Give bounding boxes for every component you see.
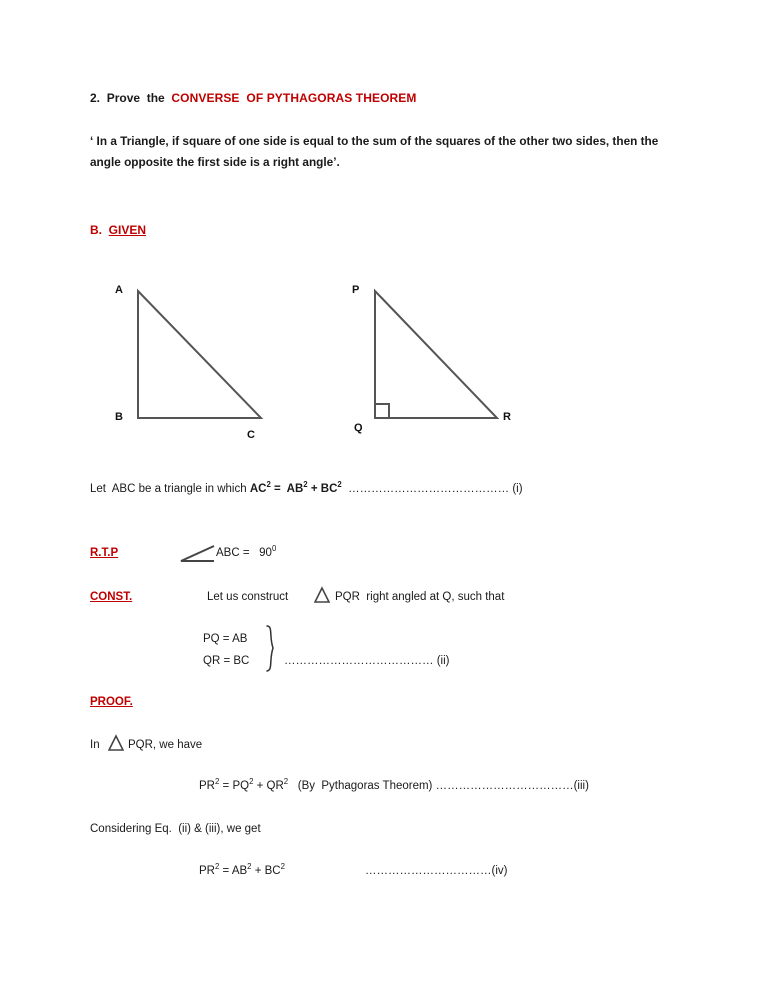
line-iii-ref: (iii) xyxy=(573,780,589,792)
line-iv-op1-sup: 2 xyxy=(247,862,252,872)
line-i-eq-b-sup: 2 xyxy=(303,480,308,490)
triangle-symbol-icon-2 xyxy=(108,734,124,752)
equation-line-i xyxy=(90,481,523,498)
line-i-ref: (i) xyxy=(512,483,523,495)
line-iv-leader-dots: …………………………… xyxy=(365,865,492,877)
const-ref: (ii) xyxy=(436,655,450,667)
rtp-text-body: ABC = 90 xyxy=(216,547,272,559)
vertex-label-r: R xyxy=(503,411,511,423)
equation-line-iii xyxy=(199,778,589,795)
proof-intro-before: In xyxy=(90,739,100,751)
rtp-statement xyxy=(216,545,276,562)
page-title: CONVERSE OF PYTHAGORAS THEOREM xyxy=(171,91,417,105)
vertex-label-b: B xyxy=(115,411,123,423)
line-iv-leader-line xyxy=(365,863,507,880)
question-verb xyxy=(100,91,107,105)
line-iii-lhs: PR xyxy=(199,780,215,792)
curly-brace-icon xyxy=(264,624,282,674)
angle-symbol-icon xyxy=(178,543,218,565)
const-text-before: Let us construct xyxy=(207,591,289,603)
line-iii-lhs-sup: 2 xyxy=(214,777,220,787)
line-iv-op2-sup: 2 xyxy=(280,862,285,872)
line-iii-leader-dots: ……………………………… xyxy=(432,780,574,792)
line-iv-op2: + BC xyxy=(251,865,281,877)
line-iv-op1: = AB xyxy=(219,865,248,877)
section-heading-const: CONST. xyxy=(90,591,133,603)
const-equation-2: QR = BC xyxy=(203,655,250,667)
right-angle-marker-icon xyxy=(375,404,389,418)
given-label-text: GIVEN xyxy=(108,223,147,237)
line-i-leader-dots: …………………………………… xyxy=(341,483,513,495)
line-iv-lhs: PR xyxy=(199,865,215,877)
considering-line: Considering Eq. (ii) & (iii), we get xyxy=(90,823,261,835)
line-iii-op2: + QR xyxy=(253,780,284,792)
section-heading-proof: PROOF. xyxy=(90,696,133,708)
theorem-statement: ‘ In a Triangle, if square of one side is equal to the sum of the squares of the other two sides, then the angle opposite the first side is a right angle’. xyxy=(90,134,659,169)
question-number: 2. xyxy=(90,91,101,105)
figures-area xyxy=(0,270,765,455)
line-iv-lhs-sup: 2 xyxy=(214,862,220,872)
line-i-eq-c: + BC xyxy=(307,483,338,495)
const-equation-1: PQ = AB xyxy=(203,633,248,645)
line-iii-op1-sup: 2 xyxy=(249,777,254,787)
line-i-eq-b: = AB xyxy=(270,483,304,495)
vertex-label-a: A xyxy=(115,284,123,296)
line-i-eq-a-sup: 2 xyxy=(266,480,271,490)
proof-intro-after: PQR, we have xyxy=(128,739,203,751)
const-text-after: PQR right angled at Q, such that xyxy=(335,591,505,603)
line-iii-reason: (By Pythagoras Theorem) xyxy=(288,780,433,792)
triangle-abc xyxy=(138,291,261,418)
vertex-label-c: C xyxy=(247,429,255,441)
triangle-abc-outline xyxy=(138,291,261,418)
rtp-degree-sup: 0 xyxy=(271,544,277,554)
triangle-pqr-outline xyxy=(375,291,497,418)
triangle-symbol-icon xyxy=(314,586,330,604)
section-heading-rtp: R.T.P xyxy=(90,547,119,559)
line-iii-op2-sup: 2 xyxy=(283,777,289,787)
line-i-eq-c-sup: 2 xyxy=(337,480,342,490)
question-verb-text: Prove the xyxy=(106,91,165,105)
vertex-label-p: P xyxy=(352,284,360,296)
given-marker: B. xyxy=(90,223,102,237)
const-leader-dots: ………………………………… xyxy=(284,655,434,667)
line-i-eq-a: AC xyxy=(249,483,267,495)
line-iii-op1: = PQ xyxy=(219,780,250,792)
const-leader-line xyxy=(284,653,449,670)
question-title-row xyxy=(90,90,417,107)
line-iv-ref: (iv) xyxy=(491,865,508,877)
section-heading-given xyxy=(90,222,146,239)
line-i-prefix: Let ABC be a triangle in which xyxy=(90,483,250,495)
triangle-diagrams-svg xyxy=(0,270,765,455)
equation-line-iv xyxy=(199,863,285,880)
vertex-label-q: Q xyxy=(354,422,363,434)
triangle-pqr xyxy=(375,291,497,418)
